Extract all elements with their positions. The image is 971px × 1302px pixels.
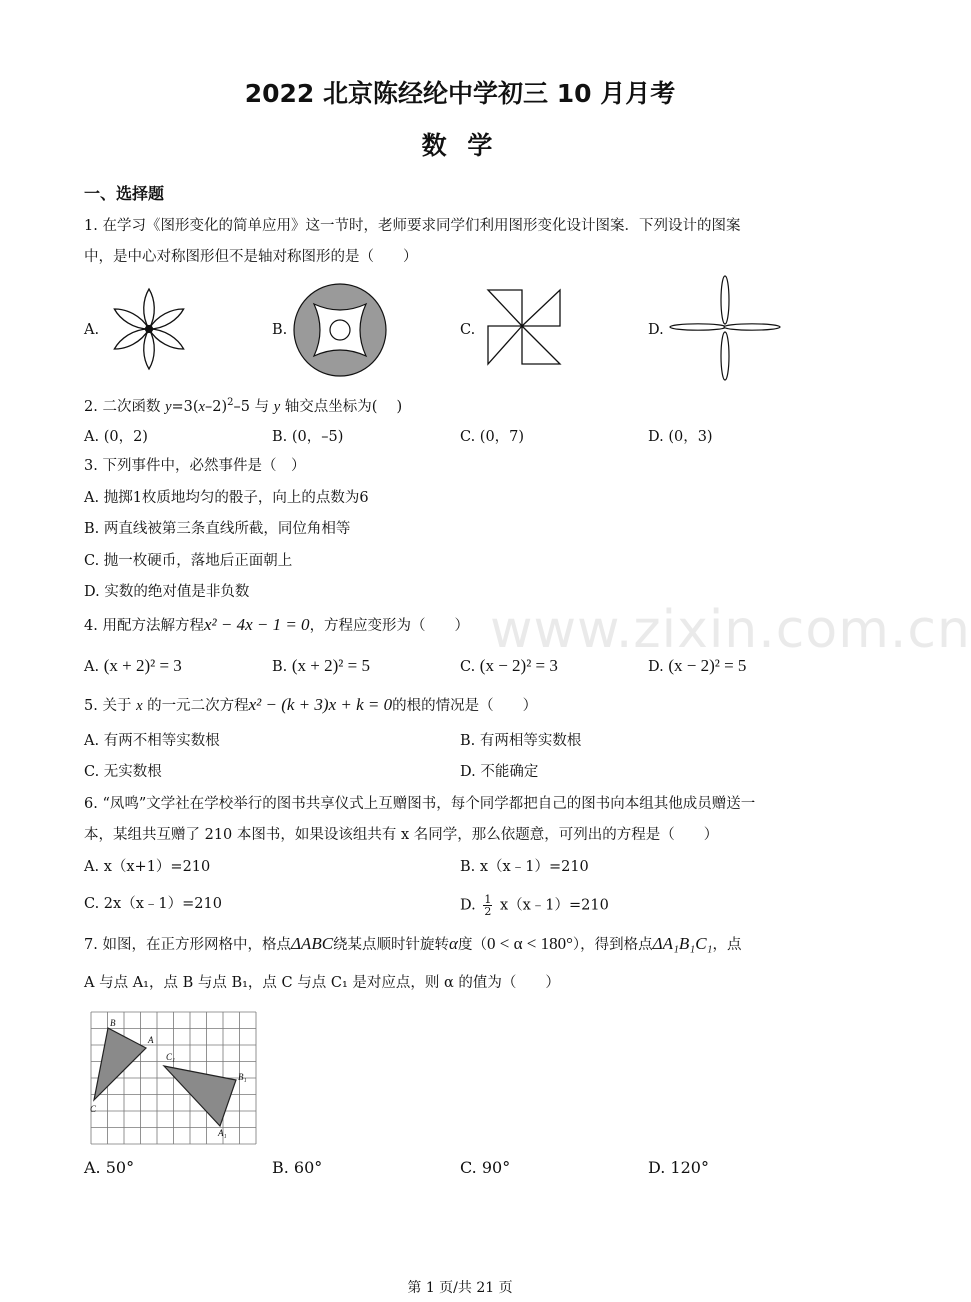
- q2-option-d: D. (0，3): [648, 429, 713, 445]
- q7-line1: 7. 如图，在正方形网格中，格点ΔABC绕某点顺时针旋转α度（0 < α < 180°），得到格点ΔA₁B₁C₁，点: [84, 934, 742, 953]
- q1-line1: 1. 在学习《图形变化的简单应用》这一节时，老师要求同学们利用图形变化设计图案．下列设计的图案: [84, 218, 741, 234]
- q6-option-c: C. 2x（x﹣1）=210: [84, 896, 222, 912]
- watermark: www.zixin.com.cn: [490, 600, 971, 660]
- section-heading: 一、选择题: [84, 184, 165, 203]
- rotation-grid-figure: [88, 1008, 260, 1144]
- q1-option-c-label: C.: [460, 322, 476, 338]
- q4-option-d: D. (x − 2)² = 5: [648, 656, 747, 675]
- q5-stem: 5. 关于 x 的一元二次方程x² − (k + 3)x + k = 0的根的情况是（ ）: [84, 695, 538, 714]
- q5-option-a: A. 有两不相等实数根: [84, 733, 220, 749]
- flower-figure: [104, 285, 194, 375]
- q5-option-c: C. 无实数根: [84, 764, 162, 780]
- q2-option-a: A. (0，2): [84, 429, 148, 445]
- q3-option-a: A. 抛掷1枚质地均匀的骰子，向上的点数为6: [84, 490, 369, 506]
- triangle-a1b1c1: [164, 1066, 236, 1126]
- q1-option-a-label: A.: [84, 322, 100, 338]
- q6-option-d: D. $\frac{1}{2}$ x（x﹣1）=210: [460, 893, 609, 918]
- pinwheel-figure: [484, 286, 564, 368]
- q6-option-a: A. x（x+1）=210: [84, 859, 211, 875]
- q3-option-d: D. 实数的绝对值是非负数: [84, 584, 250, 600]
- q3-stem: 3. 下列事件中，必然事件是（ ）: [84, 458, 306, 474]
- label-a: A: [148, 1035, 154, 1045]
- q4-option-c: C. (x − 2)² = 3: [460, 656, 558, 675]
- q5-option-d: D. 不能确定: [460, 764, 539, 780]
- q6-option-b: B. x（x﹣1）=210: [460, 859, 589, 875]
- q6-line1: 6. “凤鸣”文学社在学校举行的图书共享仪式上互赠图书，每个同学都把自己的图书向本组其他成员赠送一: [84, 796, 756, 812]
- exam-title: 2022 北京陈经纶中学初三 10 月月考: [244, 79, 676, 108]
- q2-stem: 2. 二次函数 $y=3(x-2)^2-5$ 与 y 轴交点坐标为( ): [84, 397, 403, 415]
- q1-option-d-label: D.: [648, 322, 664, 338]
- q3-option-c: C. 抛一枚硬币，落地后正面朝上: [84, 553, 293, 569]
- q7-line2: A 与点 A₁，点 B 与点 B₁，点 C 与点 C₁ 是对应点，则 α 的值为（ ）: [84, 975, 560, 991]
- label-c: C: [90, 1104, 97, 1114]
- q1-option-b-label: B.: [272, 322, 288, 338]
- cross-leaves-figure: [668, 274, 782, 382]
- disc-figure: [292, 282, 388, 378]
- label-b1: B₁: [238, 1072, 247, 1082]
- q7-option-b: B. 60°: [272, 1158, 323, 1177]
- label-a1: A₁: [218, 1128, 227, 1138]
- q4-option-a: A. (x + 2)² = 3: [84, 656, 182, 675]
- q5-option-b: B. 有两相等实数根: [460, 733, 582, 749]
- q6-line2: 本，某组共互赠了 210 本图书，如果设该组共有 x 名同学，那么依题意，可列出的方程是（ ）: [84, 827, 719, 843]
- q3-option-b: B. 两直线被第三条直线所截，同位角相等: [84, 521, 351, 537]
- q5-equation: x² − (k + 3)x + k = 0: [248, 695, 393, 714]
- subject-title: 数 学: [421, 131, 499, 160]
- q1-line2: 中，是中心对称图形但不是轴对称图形的是（ ）: [84, 249, 418, 265]
- q7-option-d: D. 120°: [648, 1158, 709, 1177]
- label-b: B: [110, 1018, 116, 1028]
- page-footer: 第 1 页/共 21 页: [407, 1280, 513, 1296]
- label-c1: C₁: [166, 1052, 176, 1062]
- q7-option-c: C. 90°: [460, 1158, 511, 1177]
- q2-option-b: B. (0，–5): [272, 429, 344, 445]
- q7-option-a: A. 50°: [84, 1158, 135, 1177]
- q4-stem: 4. 用配方法解方程x² − 4x − 1 = 0，方程应变形为（ ）: [84, 615, 470, 634]
- triangle-abc: [94, 1028, 146, 1100]
- q4-equation: x² − 4x − 1 = 0: [203, 615, 310, 634]
- q2-option-c: C. (0，7): [460, 429, 525, 445]
- q4-option-b: B. (x + 2)² = 5: [272, 656, 370, 675]
